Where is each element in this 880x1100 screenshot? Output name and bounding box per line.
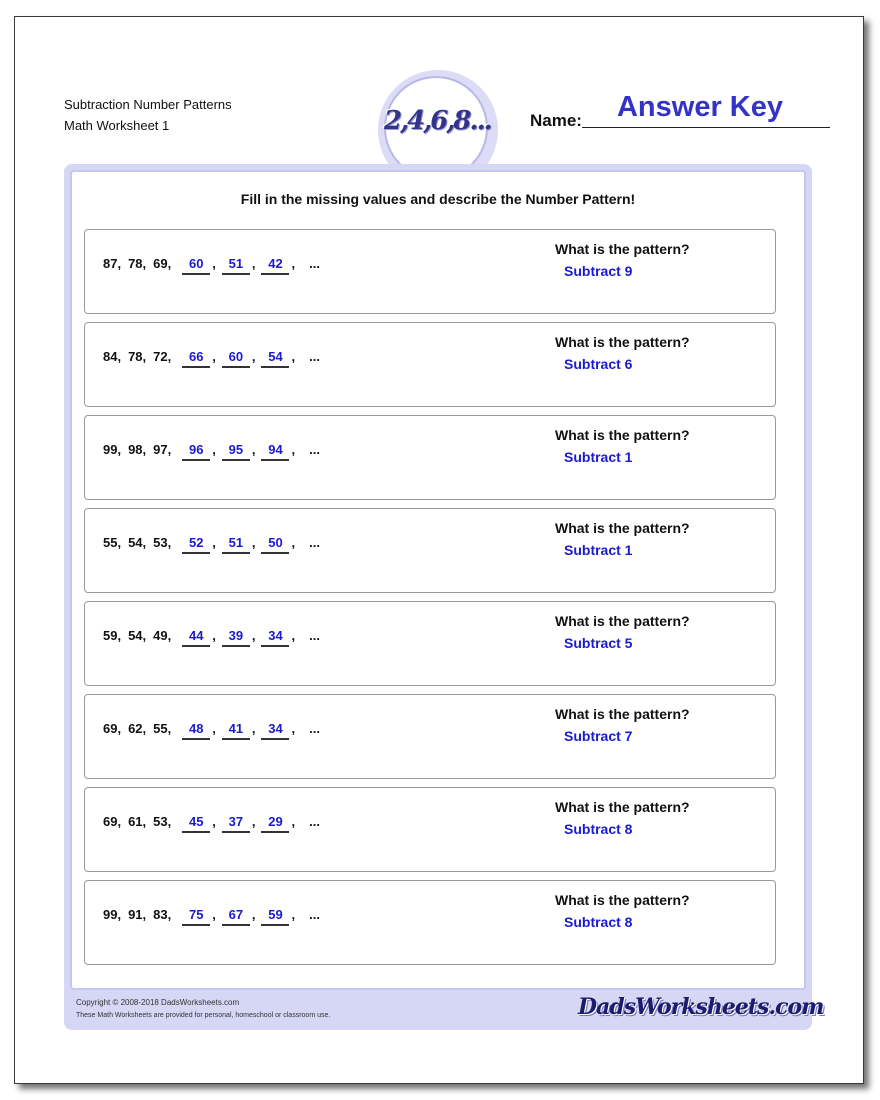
pattern-question: What is the pattern? bbox=[555, 520, 690, 536]
number-sequence bbox=[103, 442, 320, 461]
sequence-comma: , bbox=[251, 814, 256, 829]
number-sequence bbox=[103, 721, 320, 740]
answer-blank: 52 bbox=[182, 535, 210, 554]
pattern-answer: Subtract 5 bbox=[564, 635, 633, 651]
answer-blank: 42 bbox=[261, 256, 289, 275]
dadsworksheets-logo: DadsWorksheets.com bbox=[578, 994, 824, 1020]
answer-key-text: Answer Key bbox=[616, 91, 783, 123]
given-value: 59, bbox=[103, 628, 122, 643]
answer-blank: 44 bbox=[182, 628, 210, 647]
given-value: 54, bbox=[128, 535, 147, 550]
sequence-comma: , bbox=[291, 256, 296, 271]
answer-blank: 45 bbox=[182, 814, 210, 833]
number-sequence bbox=[103, 256, 320, 275]
answer-blank: 95 bbox=[222, 442, 250, 461]
sequence-ellipsis: ... bbox=[309, 535, 320, 550]
sequence-ellipsis: ... bbox=[309, 721, 320, 736]
pattern-answer: Subtract 8 bbox=[564, 821, 633, 837]
number-sequence bbox=[103, 907, 320, 926]
problem-box bbox=[84, 694, 776, 779]
pattern-badge-text: 2,4,6,8... bbox=[384, 106, 491, 136]
worksheet-title: Subtraction Number Patterns bbox=[64, 97, 232, 112]
given-value: 84, bbox=[103, 349, 122, 364]
answer-blank: 37 bbox=[222, 814, 250, 833]
problem-box bbox=[84, 229, 776, 314]
pattern-answer: Subtract 1 bbox=[564, 542, 633, 558]
pattern-question: What is the pattern? bbox=[555, 799, 690, 815]
answer-blank: 60 bbox=[222, 349, 250, 368]
pattern-answer: Subtract 7 bbox=[564, 728, 633, 744]
pattern-question: What is the pattern? bbox=[555, 892, 690, 908]
given-value: 69, bbox=[153, 256, 172, 271]
pattern-answer: Subtract 8 bbox=[564, 914, 633, 930]
given-value: 53, bbox=[153, 535, 172, 550]
answer-blank: 60 bbox=[182, 256, 210, 275]
footer-copyright: Copyright © 2008-2018 DadsWorksheets.com bbox=[76, 998, 240, 1007]
given-value: 91, bbox=[128, 907, 147, 922]
number-sequence bbox=[103, 535, 320, 554]
given-value: 62, bbox=[128, 721, 147, 736]
sequence-comma: , bbox=[212, 535, 216, 550]
given-value: 54, bbox=[128, 628, 147, 643]
pattern-question: What is the pattern? bbox=[555, 706, 690, 722]
sequence-comma: , bbox=[251, 256, 256, 271]
answer-blank: 51 bbox=[222, 256, 250, 275]
sequence-comma: , bbox=[212, 442, 216, 457]
sequence-comma: , bbox=[291, 814, 296, 829]
given-value: 99, bbox=[103, 442, 122, 457]
answer-blank: 39 bbox=[222, 628, 250, 647]
pattern-answer: Subtract 6 bbox=[564, 356, 633, 372]
sequence-comma: , bbox=[212, 628, 216, 643]
problem-box bbox=[84, 508, 776, 593]
pattern-question: What is the pattern? bbox=[555, 241, 690, 257]
problem-box bbox=[84, 601, 776, 686]
number-sequence bbox=[103, 628, 320, 647]
given-value: 99, bbox=[103, 907, 122, 922]
sequence-ellipsis: ... bbox=[309, 907, 320, 922]
sequence-comma: , bbox=[291, 442, 296, 457]
worksheet-subtitle: Math Worksheet 1 bbox=[64, 118, 170, 133]
answer-blank: 50 bbox=[261, 535, 289, 554]
given-value: 53, bbox=[153, 814, 172, 829]
sequence-comma: , bbox=[291, 349, 296, 364]
sequence-comma: , bbox=[251, 535, 256, 550]
answer-blank: 51 bbox=[222, 535, 250, 554]
given-value: 78, bbox=[128, 349, 147, 364]
footer-note: These Math Worksheets are provided for personal, homeschool or classroom use. bbox=[76, 1012, 331, 1019]
answer-blank: 54 bbox=[261, 349, 289, 368]
given-value: 83, bbox=[153, 907, 172, 922]
sequence-comma: , bbox=[251, 907, 256, 922]
pattern-question: What is the pattern? bbox=[555, 334, 690, 350]
answer-blank: 34 bbox=[261, 628, 289, 647]
given-value: 72, bbox=[153, 349, 172, 364]
given-value: 55, bbox=[153, 721, 172, 736]
sequence-comma: , bbox=[251, 721, 256, 736]
pattern-answer: Subtract 9 bbox=[564, 263, 633, 279]
answer-blank: 67 bbox=[222, 907, 250, 926]
sequence-ellipsis: ... bbox=[309, 442, 320, 457]
answer-blank: 48 bbox=[182, 721, 210, 740]
sequence-comma: , bbox=[291, 628, 296, 643]
answer-blank: 41 bbox=[222, 721, 250, 740]
sequence-ellipsis: ... bbox=[309, 256, 320, 271]
answer-blank: 29 bbox=[261, 814, 289, 833]
sequence-ellipsis: ... bbox=[309, 349, 320, 364]
given-value: 87, bbox=[103, 256, 122, 271]
problem-box bbox=[84, 880, 776, 965]
instructions: Fill in the missing values and describe the Number Pattern! bbox=[240, 191, 636, 207]
pattern-question: What is the pattern? bbox=[555, 427, 690, 443]
sequence-comma: , bbox=[212, 349, 216, 364]
sequence-comma: , bbox=[212, 907, 216, 922]
sequence-comma: , bbox=[251, 349, 256, 364]
pattern-question: What is the pattern? bbox=[555, 613, 690, 629]
given-value: 49, bbox=[153, 628, 172, 643]
given-value: 97, bbox=[153, 442, 172, 457]
number-sequence bbox=[103, 814, 320, 833]
sequence-comma: , bbox=[212, 256, 216, 271]
pattern-answer: Subtract 1 bbox=[564, 449, 633, 465]
answer-blank: 96 bbox=[182, 442, 210, 461]
given-value: 78, bbox=[128, 256, 147, 271]
given-value: 98, bbox=[128, 442, 147, 457]
given-value: 55, bbox=[103, 535, 122, 550]
sequence-comma: , bbox=[212, 814, 216, 829]
sequence-comma: , bbox=[212, 721, 216, 736]
name-label: Name: bbox=[530, 111, 582, 130]
given-value: 69, bbox=[103, 721, 122, 736]
sequence-ellipsis: ... bbox=[309, 628, 320, 643]
sequence-comma: , bbox=[251, 628, 256, 643]
answer-blank: 34 bbox=[261, 721, 289, 740]
given-value: 61, bbox=[128, 814, 147, 829]
number-sequence bbox=[103, 349, 320, 368]
given-value: 69, bbox=[103, 814, 122, 829]
answer-blank: 59 bbox=[261, 907, 289, 926]
problem-box bbox=[84, 322, 776, 407]
answer-blank: 75 bbox=[182, 907, 210, 926]
problem-box bbox=[84, 415, 776, 500]
sequence-comma: , bbox=[291, 907, 296, 922]
sequence-comma: , bbox=[291, 721, 296, 736]
name-line bbox=[582, 127, 830, 128]
sequence-comma: , bbox=[291, 535, 296, 550]
answer-blank: 94 bbox=[261, 442, 289, 461]
answer-blank: 66 bbox=[182, 349, 210, 368]
problem-box bbox=[84, 787, 776, 872]
sequence-ellipsis: ... bbox=[309, 814, 320, 829]
sequence-comma: , bbox=[251, 442, 256, 457]
